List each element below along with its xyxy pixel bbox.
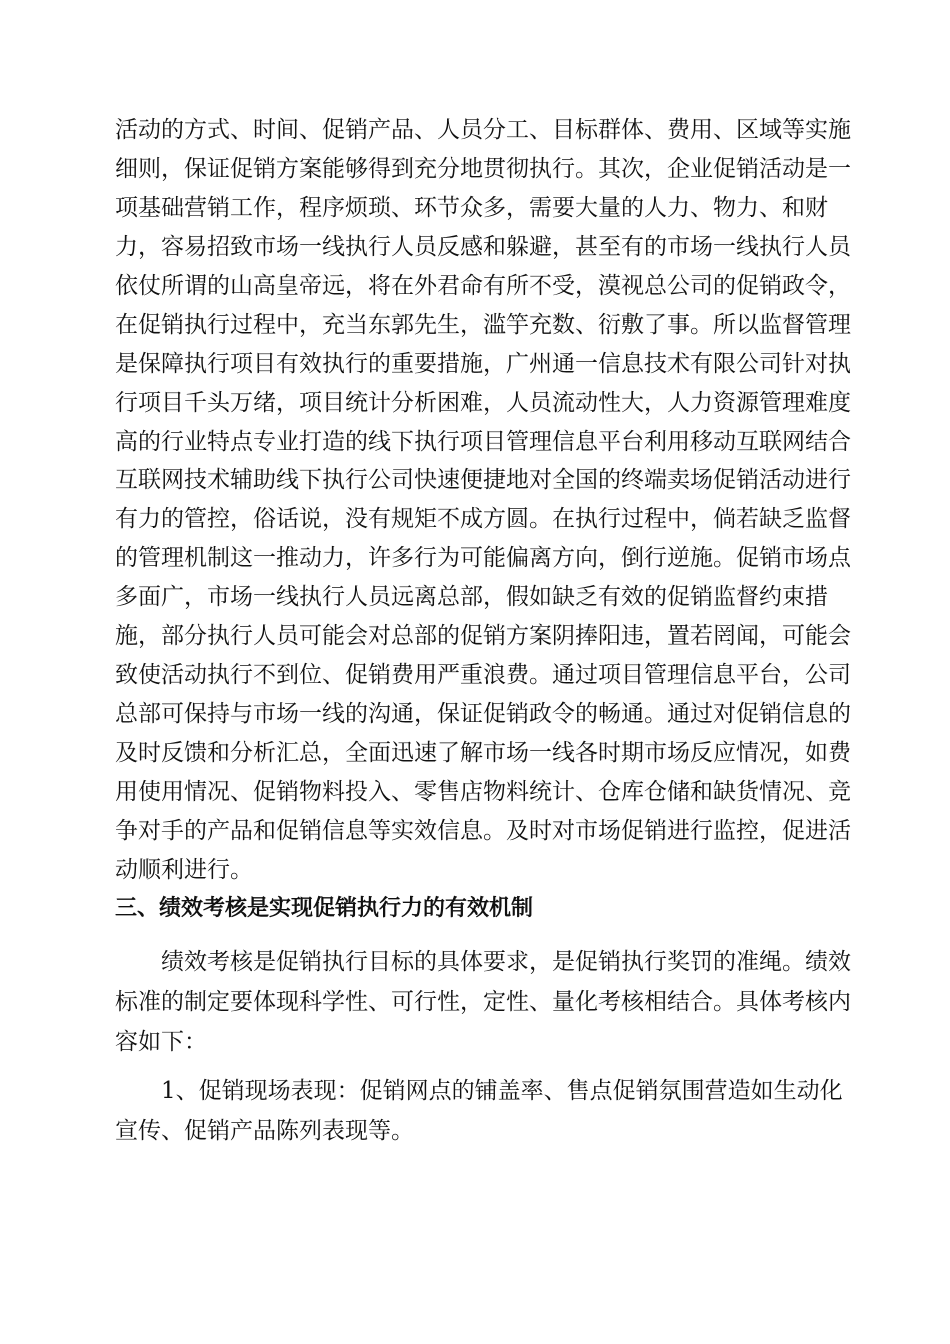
paragraph-line: 是保障执行项目有效执行的重要措施，广州通一信息技术有限公司针对执: [115, 351, 851, 377]
section-heading: 三、绩效考核是实现促销执行力的有效机制: [115, 896, 534, 921]
paragraph-line: 依仗所谓的山高皇帝远，将在外君命有所不受，漠视总公司的促销政令，: [115, 273, 851, 299]
paragraph-line: 的管理机制这一推动力，许多行为可能偏离方向，倒行逆施。促销市场点: [115, 545, 851, 571]
paragraph-line: 总部可保持与市场一线的沟通，保证促销政令的畅通。通过对促销信息的: [115, 701, 851, 727]
paragraph-line: 用使用情况、促销物料投入、零售店物料统计、仓库仓储和缺货情况、竞: [115, 779, 851, 805]
paragraph-line: 争对手的产品和促销信息等实效信息。及时对市场促销进行监控，促进活: [115, 818, 851, 844]
paragraph-line: 在促销执行过程中，充当东郭先生，滥竽充数、衍敷了事。所以监督管理: [115, 312, 851, 338]
paragraph-line: 多面广，市场一线执行人员远离总部，假如缺乏有效的促销监督约束措: [115, 584, 828, 610]
paragraph-line: 有力的管控，俗话说，没有规矩不成方圆。在执行过程中，倘若缺乏监督: [115, 506, 851, 532]
paragraph-line: 力，容易招致市场一线执行人员反感和躲避，甚至有的市场一线执行人员: [115, 234, 851, 260]
list-item-line: 宣传、促销产品陈列表现等。: [115, 1118, 414, 1144]
paragraph-line: 细则，保证促销方案能够得到充分地贯彻执行。其次，企业促销活动是一: [115, 156, 851, 182]
list-item-line: 1、促销现场表现：促销网点的铺盖率、售点促销氛围营造如生动化: [161, 1078, 843, 1104]
paragraph-line: 高的行业特点专业打造的线下执行项目管理信息平台利用移动互联网结合: [115, 429, 851, 455]
paragraph-line: 致使活动执行不到位、促销费用严重浪费。通过项目管理信息平台，公司: [115, 662, 851, 688]
paragraph-line: 动顺利进行。: [115, 857, 253, 883]
paragraph-line: 施，部分执行人员可能会对总部的促销方案阴捧阳违，置若罔闻，可能会: [115, 623, 851, 649]
paragraph-line: 绩效考核是促销执行目标的具体要求，是促销执行奖罚的准绳。绩效: [161, 949, 851, 975]
paragraph-line: 互联网技术辅助线下执行公司快速便捷地对全国的终端卖场促销活动进行: [115, 467, 851, 493]
paragraph-line: 项基础营销工作，程序烦琐、环节众多，需要大量的人力、物力、和财: [115, 195, 828, 221]
paragraph-line: 容如下：: [115, 1029, 207, 1055]
paragraph-line: 行项目千头万绪，项目统计分析困难，人员流动性大，人力资源管理难度: [115, 390, 851, 416]
paragraph-line: 标准的制定要体现科学性、可行性，定性、量化考核相结合。具体考核内: [115, 989, 851, 1015]
paragraph-line: 及时反馈和分析汇总，全面迅速了解市场一线各时期市场反应情况，如费: [115, 740, 851, 766]
paragraph-line: 活动的方式、时间、促销产品、人员分工、目标群体、费用、区域等实施: [115, 117, 851, 143]
